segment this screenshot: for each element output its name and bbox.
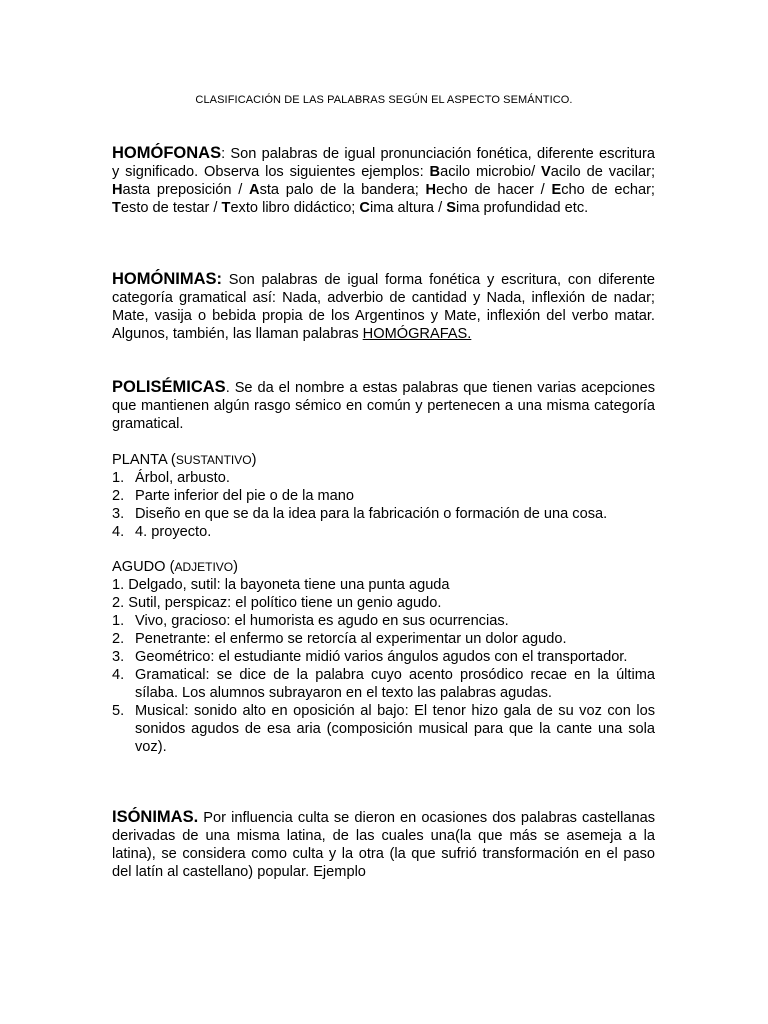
example-initial: H [425, 182, 437, 198]
list-text: Musical: sonido alto en oposición al bajo: El tenor hizo gala de su voz con los sonidos agudos de esa aria (composición musical para que la cante una sola voz). [135, 703, 655, 755]
isonimas-paragraph [112, 808, 655, 881]
polisemicas-text: . Se da el nombre a estas palabras que tienen varias acepciones que mantienen algún rasgo sémico en común y pertenecen a una misma categoría gramatical. [112, 380, 655, 432]
example-text: sta palo de la bandera; [259, 182, 426, 198]
example-text: ima altura / [369, 200, 447, 216]
list-item: 1. Delgado, sutil: la bayoneta tiene una punta aguda [112, 577, 450, 593]
example-text: acilo de vacilar; [550, 164, 655, 180]
homografas-term: HOMÓGRAFAS. [362, 326, 472, 342]
homofonas-intro: : Son palabras de igual pronunciación fonética, diferente escritura y significado. Observa los siguientes ejemplos: [112, 146, 655, 180]
example-initial: A [249, 182, 260, 198]
agudo-list [112, 612, 655, 756]
example-initial: C [359, 200, 370, 216]
polisemicas-paragraph [112, 378, 655, 433]
list-text: 4. proyecto. [135, 524, 212, 540]
list-item [112, 487, 655, 505]
list-number: 3. [112, 649, 125, 665]
homonimas-paragraph [112, 270, 655, 343]
example-text: esto de testar / [120, 200, 222, 216]
isonimas-heading: ISÓNIMAS. [112, 808, 199, 826]
list-number: 3. [112, 506, 125, 522]
list-number: 5. [112, 703, 125, 719]
list-item [112, 505, 655, 523]
list-text: Gramatical: se dice de la palabra cuyo acento prosódico recae en la última sílaba. Los alumnos subrayaron en el texto las palabras agudas. [135, 667, 655, 701]
list-text: Geométrico: el estudiante midió varios ángulos agudos con el transportador. [135, 649, 628, 665]
list-text: Árbol, arbusto. [135, 470, 230, 486]
list-item: 2. Sutil, perspicaz: el político tiene un genio agudo. [112, 595, 442, 611]
example-initial: S [446, 200, 456, 216]
planta-heading: PLANTA (SUSTANTIVO) [112, 452, 257, 468]
agudo-section [112, 558, 655, 756]
agudo-plain-list [112, 576, 655, 612]
list-item [112, 469, 655, 487]
homofonas-paragraph [112, 144, 655, 217]
list-text: Diseño en que se da la idea para la fabricación o formación de una cosa. [135, 506, 608, 522]
homonimas-text: Son palabras de igual forma fonética y escritura, con diferente categoría gramatical así: Nada, adverbio de cantidad y Nada, inflexión de nadar; Mate, vasija o bebida propia de los Argentinos y Mate, inflexión del verbo matar. Algunos, también, las llaman palabras [112, 272, 655, 342]
list-number: 4. [112, 524, 125, 540]
list-item [112, 666, 655, 702]
example-text: exto libro didáctico; [230, 200, 360, 216]
isonimas-text: Por influencia culta se dieron en ocasiones dos palabras castellanas derivadas de una misma latina, de las cuales una(la que más se asemeja a la latina), se considera como culta y la otra (la que sufrió transformación en el paso del latín al castellano) popular. Ejemplo [112, 810, 655, 880]
homofonas-heading: HOMÓFONAS [112, 144, 222, 162]
example-initial: E [551, 182, 562, 198]
example-initial: B [429, 164, 441, 180]
list-item [112, 702, 655, 756]
list-text: Parte inferior del pie o de la mano [135, 488, 355, 504]
example-text: asta preposición / [122, 182, 250, 198]
example-text: acilo microbio/ [440, 164, 542, 180]
example-text: cho de echar; [561, 182, 655, 198]
example-initial: H [112, 182, 123, 198]
homonimas-heading: HOMÓNIMAS: [112, 270, 222, 288]
list-number: 4. [112, 667, 125, 683]
planta-section [112, 451, 655, 541]
example-text: ima profundidad etc. [455, 200, 589, 216]
polisemicas-heading: POLISÉMICAS [112, 378, 226, 396]
example-initial: T [221, 200, 231, 216]
list-number: 2. [112, 488, 125, 504]
planta-list [112, 469, 655, 541]
list-item [112, 612, 655, 630]
list-number: 2. [112, 631, 125, 647]
list-item [112, 523, 655, 541]
list-text: Vivo, gracioso: el humorista es agudo en sus ocurrencias. [135, 613, 509, 629]
document-title: CLASIFICACIÓN DE LAS PALABRAS SEGÚN EL ASPECTO SEMÁNTICO. [195, 94, 573, 106]
list-item [112, 648, 655, 666]
example-text: echo de hacer / [436, 182, 552, 198]
list-number: 1. [112, 613, 125, 629]
example-initial: T [112, 200, 121, 216]
list-item [112, 630, 655, 648]
example-initial: V [541, 164, 551, 180]
agudo-heading: AGUDO (ADJETIVO) [112, 559, 238, 575]
list-text: Penetrante: el enfermo se retorcía al experimentar un dolor agudo. [135, 631, 567, 647]
list-number: 1. [112, 470, 125, 486]
